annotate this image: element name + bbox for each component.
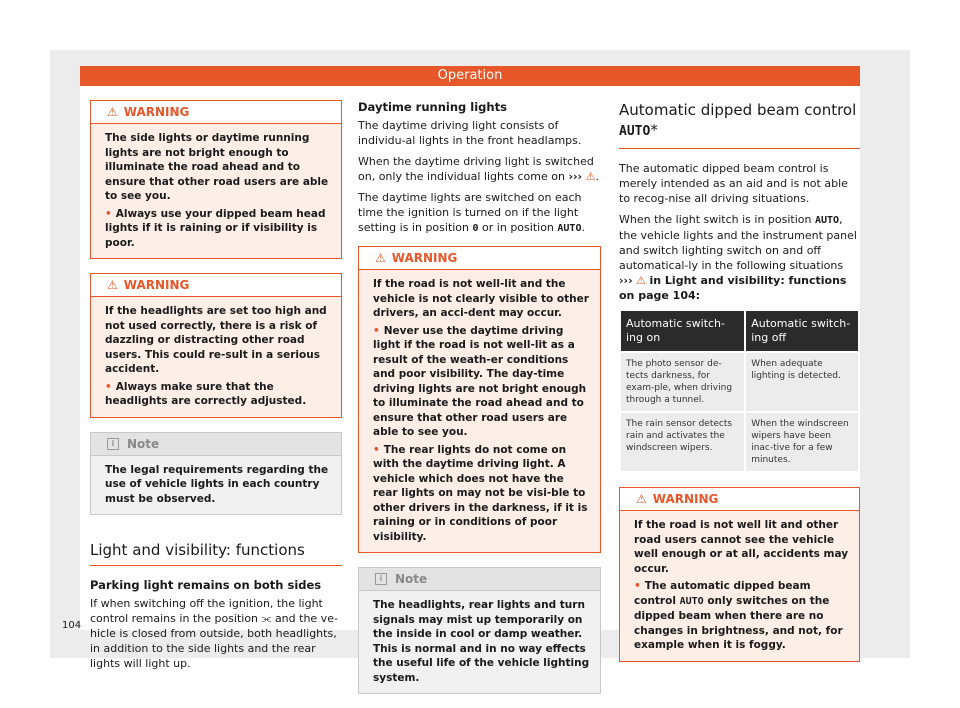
section-title: Automatic dipped beam control AUTO* [619,100,860,149]
body-text: The daytime lights are switched on each time the ignition is turned on if the light setting is in position 0 or in position AUTO. [358,191,585,234]
table-cell: When adequate lighting is detected. [746,353,858,411]
warning-box [619,487,860,662]
auto-label: AUTO [619,124,651,139]
auto-switch-table [619,309,860,473]
warning-box [90,100,342,259]
note-text: The legal requirements regarding the use of vehicle lights in each country must be observed. [105,463,329,505]
warning-bullet: • Always use your dipped beam head lights if it is raining or if visibility is poor. [105,207,326,249]
info-icon: i [375,573,387,585]
subheading: Parking light remains on both sides [90,578,322,592]
table-row [621,353,858,411]
column-right [619,100,860,676]
body-text: If when switching off the ignition, the light control remains in the position ⫘ and the ve-hicle is closed from outside, both headlights, in addition to the side lights and the rear lights will light up. [90,597,338,670]
warning-header: ⚠ WARNING [91,274,341,297]
column-left [90,100,342,677]
warning-box [358,246,601,553]
warning-icon: ⚠ [107,105,118,119]
cross-ref-link[interactable]: in Light and visibility: functions on page 104: [619,274,847,302]
warning-text: The side lights or daytime running lights are not bright enough to illuminate the road ahead and to ensure that other road users are able to see you. [105,132,329,202]
warning-header: ⚠ WARNING [91,101,341,124]
bullet-icon: • [373,443,380,456]
warning-header: ⚠ WARNING [620,488,859,511]
warning-text: If the road is not well lit and other road users cannot see the vehicle well enough or at all, accidents may occur. [634,519,849,575]
page-number: 104 [62,620,82,631]
cross-ref-arrow[interactable]: ››› [568,170,583,183]
bullet-icon: • [105,380,112,393]
warning-bullet: • The automatic dipped beam control AUTO only switches on the dipped beam when there are no changes in brightness, and not, for example when it is foggy. [634,580,843,651]
body-text: When the daytime driving light is switched on, only the individual lights come on ››› ⚠. [358,155,599,183]
table-row [621,413,858,471]
warning-text: If the headlights are set too high and not used correctly, there is a risk of dazzling or distracting other road users. This could re-sult in a serious accident. [105,305,327,375]
bullet-icon: • [373,324,380,337]
table-cell: When the windscreen wipers have been inac-tive for a few minutes. [746,413,858,471]
parking-light-icon: ⫘ [261,612,272,625]
switch-position-auto: AUTO [815,215,840,226]
subheading: Daytime running lights [358,100,507,114]
body-text: The automatic dipped beam control is merely intended as an aid and is not able to recog-nise all driving situations. [619,162,848,205]
section-title: Light and visibility: functions [90,541,342,566]
table-cell: The photo sensor de-tects darkness, for exam-ple, when driving through a tunnel. [621,353,744,411]
note-header: i Note [359,568,600,591]
body-text: The daytime driving light consists of individu-al lights in the front headlamps. [358,119,582,147]
cross-ref-arrow[interactable]: ››› [619,274,633,287]
table-cell: The rain sensor detects rain and activates the windscreen wipers. [621,413,744,471]
chapter-header: Operation [80,66,860,86]
bullet-icon: • [634,580,641,592]
warning-header: ⚠ WARNING [359,247,600,270]
warning-icon: ⚠ [107,278,118,292]
warning-box [90,273,342,418]
switch-position-0: 0 [472,223,479,234]
warning-icon: ⚠ [375,251,386,265]
warning-icon: ⚠ [636,492,647,506]
warning-bullet: • The rear lights do not come on with the daytime driving light. A vehicle which does not have the rear lights on may not be visi-ble to other drivers in the darkness, if it is raining or in conditions of poor visibility. [373,443,588,543]
switch-position-auto: AUTO [679,595,704,607]
note-box [358,567,601,694]
column-middle [358,100,601,694]
warning-text: If the road is not well-lit and the vehicle is not clearly visible to other drivers, an acci-dent may occur. [373,278,589,319]
info-icon: i [107,438,119,450]
note-box [90,432,342,516]
note-header: i Note [91,433,341,456]
table-header: Automatic switch-ing off [746,311,858,351]
warning-bullet: • Always make sure that the headlights are correctly adjusted. [105,380,307,407]
warning-icon: ⚠ [636,274,646,287]
warning-bullet: • Never use the daytime driving light if the road is not well-lit as a result of the weath-er conditions and poor visibility. The day-time driving lights are not bright enough to illuminate the road ahead and to ensure that other road users are able to see you. [373,324,587,438]
switch-position-auto: AUTO [557,223,582,234]
note-text: The headlights, rear lights and turn signals may mist up temporarily on the inside in cool or damp weather. This is normal and in no way effects the useful life of the vehicle lighting system. [373,599,590,684]
body-text: When the light switch is in position AUTO, the vehicle lights and the instrument panel and switch lighting switch on and off automatical-ly in the following situations ››› ⚠ in Light and visibility: functions on page 104: [619,213,857,302]
warning-icon: ⚠ [585,170,596,183]
bullet-icon: • [105,207,112,220]
table-header: Automatic switch-ing on [621,311,744,351]
